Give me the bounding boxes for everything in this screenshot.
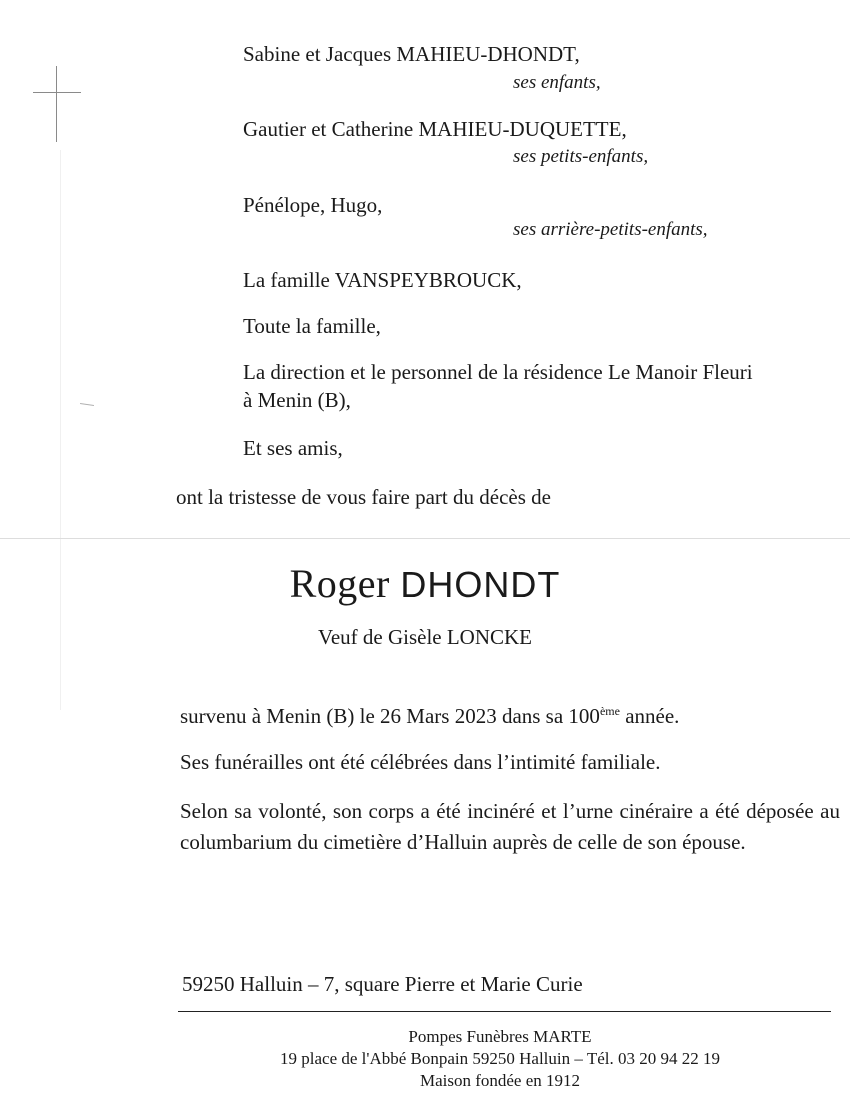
announcement-line: ont la tristesse de vous faire part du décès de xyxy=(176,485,551,509)
deceased-name xyxy=(0,560,850,609)
deceased-first-name: Roger xyxy=(289,561,390,606)
whole-family-line: Toute la famille, xyxy=(243,314,381,338)
death-text: survenu à Menin (B) le 26 Mars 2023 dans sa 100 xyxy=(180,704,600,728)
deceased-last-name: DHONDT xyxy=(400,564,561,605)
death-line xyxy=(180,703,679,729)
children-role: ses enfants, xyxy=(513,72,601,93)
footer-rule xyxy=(178,1011,831,1012)
grandchildren-role: ses petits-enfants, xyxy=(513,146,649,167)
widower-of: Veuf de Gisèle LONCKE xyxy=(317,625,533,649)
residence-line-2: à Menin (B), xyxy=(243,388,351,412)
funeral-home-founded: Maison fondée en 1912 xyxy=(419,1071,581,1090)
funeral-home-address: 19 place de l'Abbé Bonpain 59250 Halluin – Tél. 03 20 94 22 19 xyxy=(280,1049,720,1068)
fold-line xyxy=(0,538,850,539)
cross-horizontal xyxy=(33,92,81,93)
friends-line: Et ses amis, xyxy=(243,436,343,460)
cremation-paragraph: Selon sa volonté, son corps a été incinéré et l’urne cinéraire a été déposée au columbarium du cimetière d’Halluin auprès de celle de son épouse. xyxy=(180,799,840,854)
great-grandchildren-line: Pénélope, Hugo, xyxy=(243,193,383,217)
family-name-line: La famille VANSPEYBROUCK, xyxy=(243,268,522,292)
funeral-home-name: Pompes Funèbres MARTE xyxy=(408,1027,592,1046)
funeral-line: Ses funérailles ont été célébrées dans l’intimité familiale. xyxy=(180,750,661,774)
death-superscript: ème xyxy=(599,704,620,718)
cross-vertical xyxy=(56,66,57,142)
address-line: 59250 Halluin – 7, square Pierre et Marie Curie xyxy=(182,972,583,996)
margin-mark xyxy=(80,403,94,406)
grandchildren-line: Gautier et Catherine MAHIEU-DUQUETTE, xyxy=(243,117,627,141)
residence-line-1: La direction et le personnel de la résidence Le Manoir Fleuri xyxy=(243,360,753,384)
death-text-end: année. xyxy=(619,704,680,728)
great-grandchildren-role: ses arrière-petits-enfants, xyxy=(513,219,708,240)
children-line: Sabine et Jacques MAHIEU-DHONDT, xyxy=(243,42,580,66)
